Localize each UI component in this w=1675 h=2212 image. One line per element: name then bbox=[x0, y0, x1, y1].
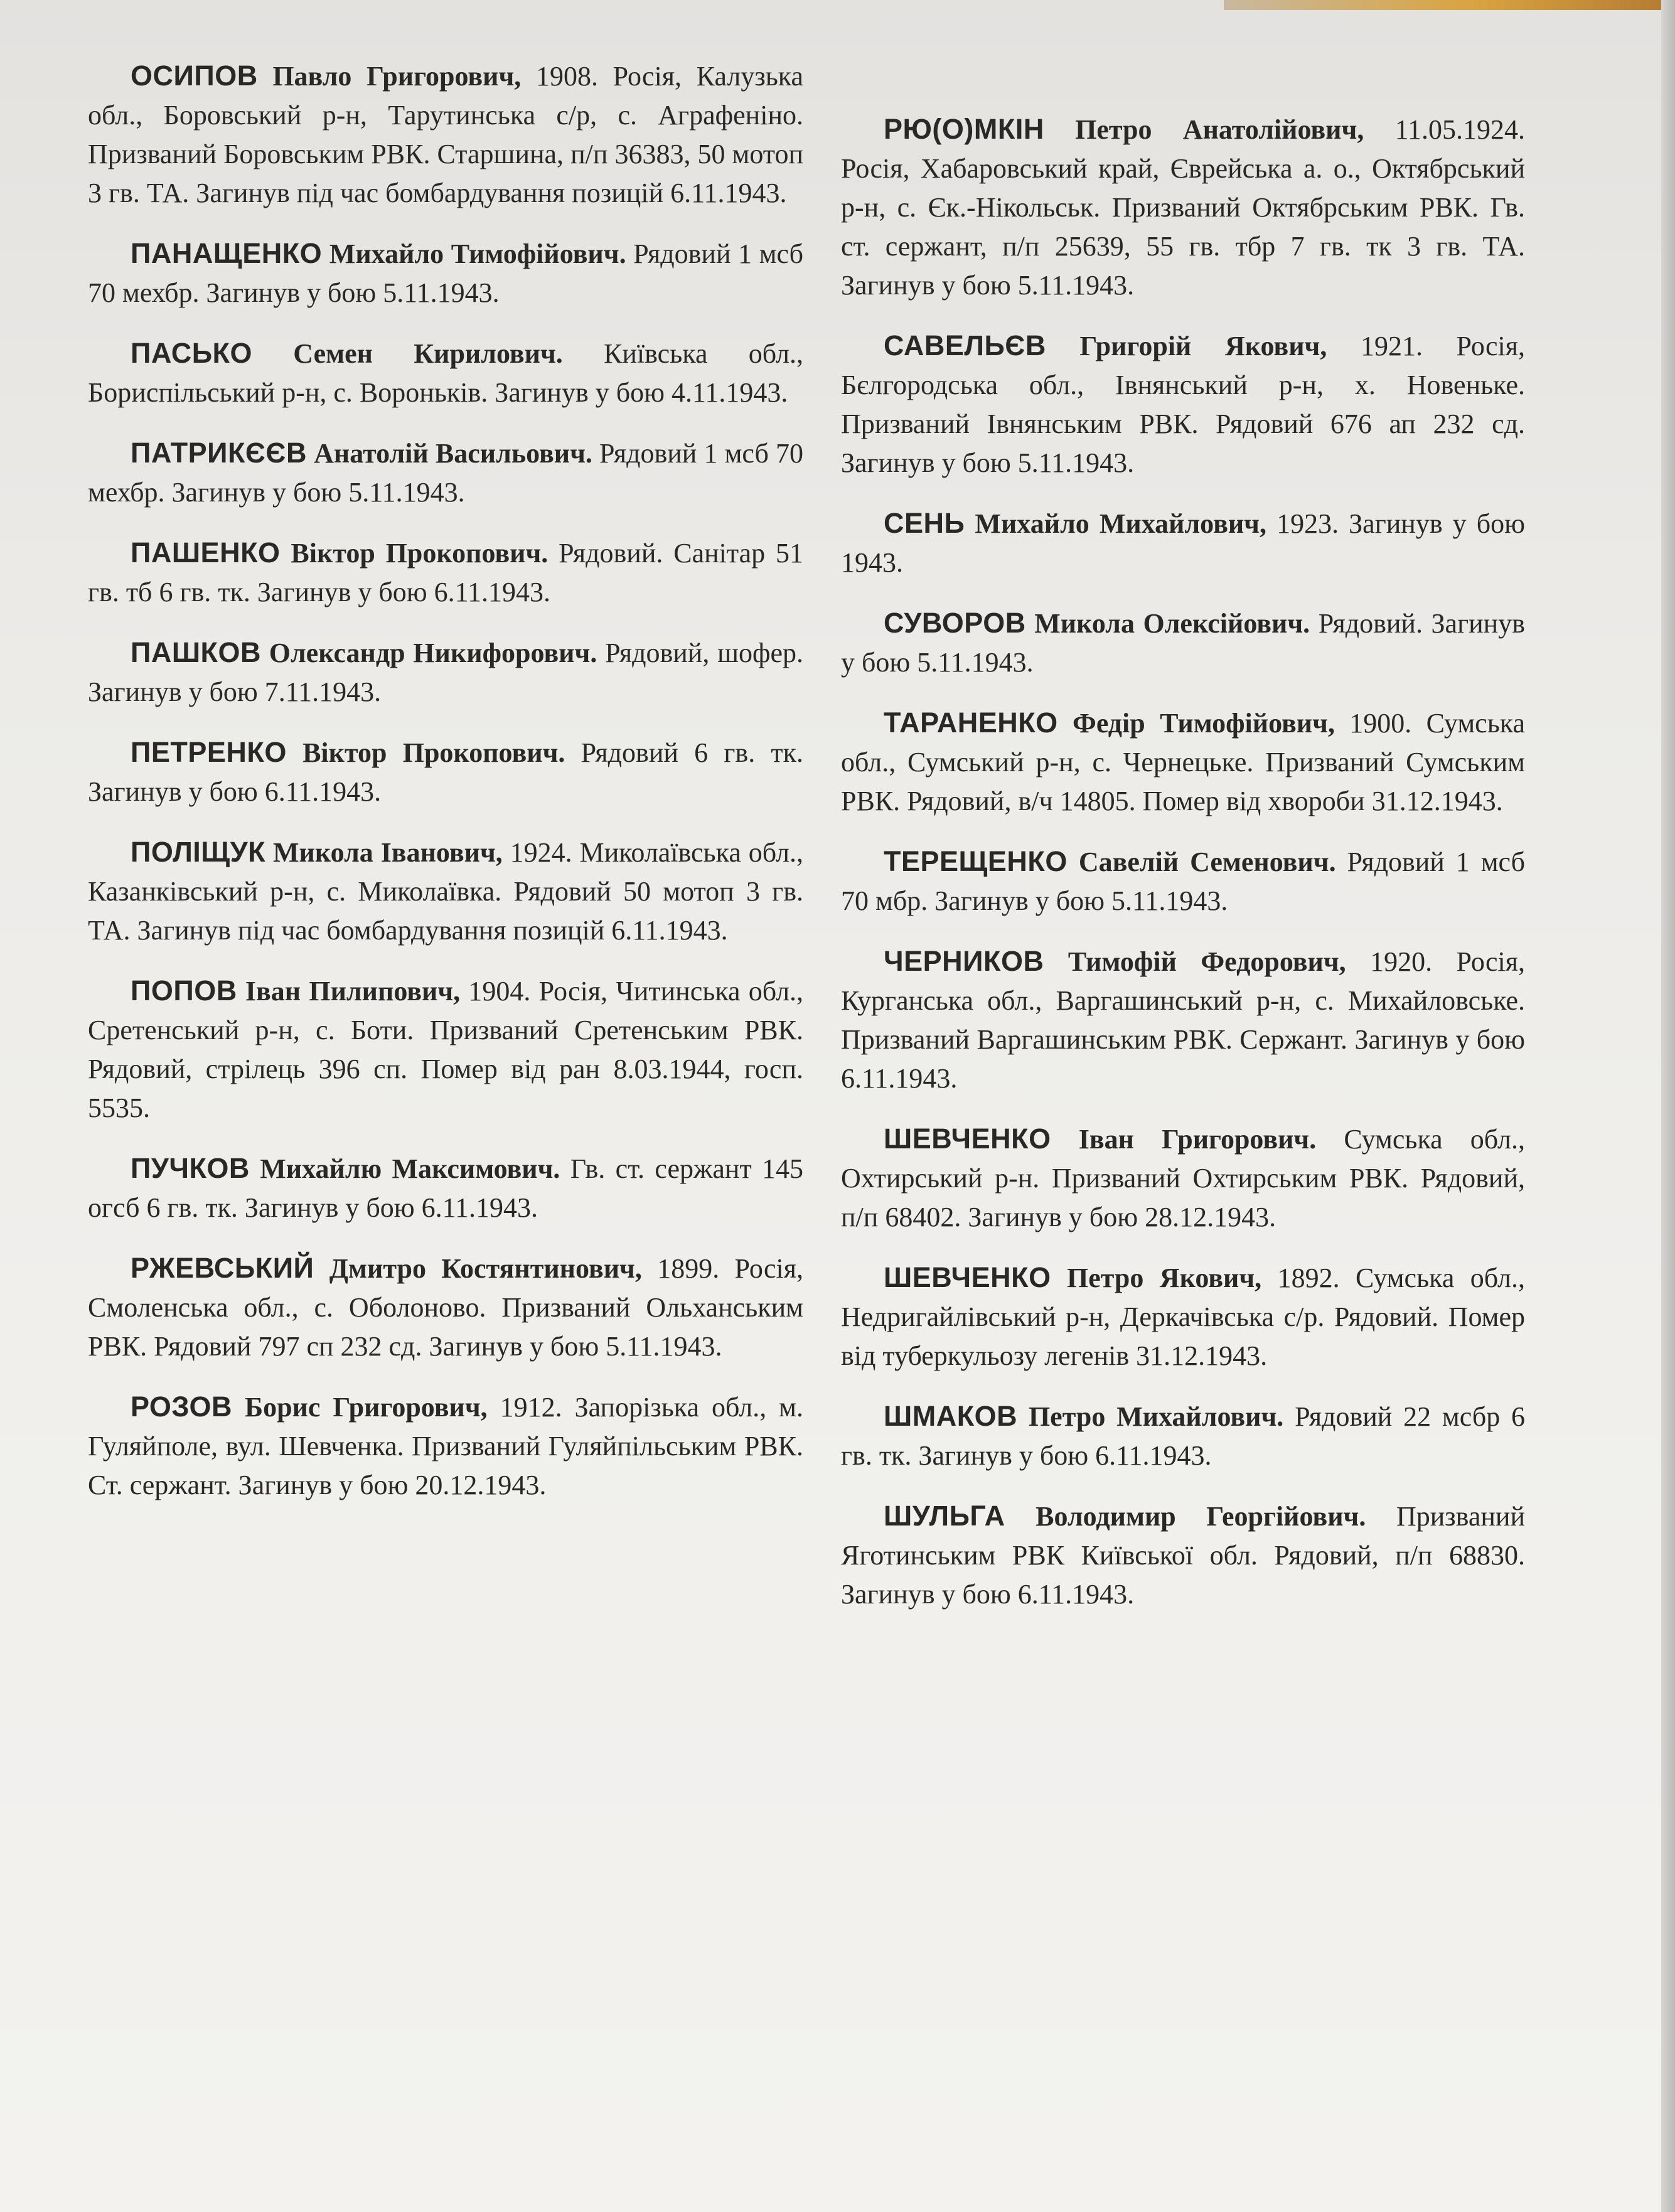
memorial-entry bbox=[88, 1249, 803, 1366]
memorial-entry bbox=[841, 604, 1525, 682]
entry-given-name: Петро Якович, bbox=[1067, 1263, 1262, 1293]
entry-details: Рядовий 1 мсб 70 мбр. Загинув у бою 5.11.1943. bbox=[841, 847, 1526, 916]
memorial-entry bbox=[841, 326, 1525, 483]
entry-details: 1892. Сумська обл., Недригайлівський р-н, Деркачівська с/р. Рядовий. Помер від туберкульозу легенів 31.12.1943. bbox=[841, 1263, 1525, 1371]
memorial-entry bbox=[841, 1397, 1525, 1475]
entry-surname: ШМАКОВ bbox=[884, 1400, 1018, 1432]
entry-surname: ШУЛЬГА bbox=[884, 1500, 1005, 1532]
entry-details: 1920. Росія, Курганська обл., Варгашинський р-н, с. Михайловське. Призваний Варгашинським РВК. Сержант. Загинув у бою 6.11.1943. bbox=[841, 946, 1525, 1094]
memorial-entry bbox=[88, 833, 803, 950]
memorial-entry bbox=[88, 334, 803, 412]
entry-surname: ПОПОВ bbox=[131, 975, 237, 1007]
right-column bbox=[841, 110, 1525, 1635]
entry-surname: СУВОРОВ bbox=[884, 607, 1026, 639]
entry-details: 1923. Загинув у бою 1943. bbox=[841, 508, 1525, 578]
entry-surname: ПАСЬКО bbox=[131, 337, 253, 369]
entry-given-name: Михайло Тимофійович. bbox=[329, 238, 626, 269]
entry-surname: ПАШКОВ bbox=[131, 636, 262, 668]
entry-details: Сумська обл., Охтирський р-н. Призваний Охтирським РВК. Рядовий, п/п 68402. Загинув у бою 28.12.1943. bbox=[841, 1124, 1526, 1232]
entry-given-name: Володимир Георгійович. bbox=[1036, 1501, 1366, 1532]
entry-surname: РЮ(О)МКІН bbox=[884, 113, 1044, 145]
memorial-entry bbox=[841, 1119, 1525, 1237]
entry-surname: ПАШЕНКО bbox=[131, 537, 281, 569]
entry-surname: ШЕВЧЕНКО bbox=[884, 1261, 1051, 1293]
entry-surname: ПЕТРЕНКО bbox=[131, 736, 287, 768]
memorial-entry bbox=[88, 234, 803, 313]
entry-given-name: Олександр Никифорович. bbox=[269, 638, 597, 668]
entry-surname: РЖЕВСЬКИЙ bbox=[131, 1252, 314, 1284]
entry-details: Гв. ст. сержант 145 огсб 6 гв. тк. Загинув у бою 6.11.1943. bbox=[88, 1153, 803, 1223]
memorial-entry bbox=[841, 942, 1525, 1098]
memorial-entry bbox=[88, 1149, 803, 1227]
entry-given-name: Микола Олексійович. bbox=[1034, 608, 1310, 639]
entry-given-name: Михайло Михайлович, bbox=[975, 508, 1266, 539]
entry-details: Рядовий 6 гв. тк. Загинув у бою 6.11.1943. bbox=[88, 737, 804, 807]
entry-details: 1899. Росія, Смоленська обл., с. Оболоново. Призваний Ольханським РВК. Рядовий 797 сп 232 сд. Загинув у бою 5.11.1943. bbox=[88, 1253, 804, 1362]
memorial-entry bbox=[841, 1258, 1525, 1376]
entry-surname: ТАРАНЕНКО bbox=[884, 707, 1058, 739]
entry-details: 1924. Миколаївська обл., Казанківський р-н, с. Миколаївка. Рядовий 50 мотоп 3 гв. ТА. Загинув під час бомбардування позицій 6.11.1943. bbox=[88, 837, 804, 946]
page-edge-shadow bbox=[1661, 0, 1675, 2212]
entry-given-name: Віктор Прокопович. bbox=[291, 538, 549, 569]
entry-surname: ПАНАЩЕНКО bbox=[131, 237, 323, 269]
memorial-entry bbox=[841, 110, 1525, 305]
entry-given-name: Михайлю Максимович. bbox=[260, 1153, 560, 1184]
memorial-entry bbox=[88, 971, 803, 1128]
entry-given-name: Микола Іванович, bbox=[273, 837, 503, 868]
entry-details: Рядовий. Санітар 51 гв. тб 6 гв. тк. Загинув у бою 6.11.1943. bbox=[88, 538, 803, 607]
entry-surname: ПАТРИКЄЄВ bbox=[131, 437, 307, 469]
entry-details: 1908. Росія, Калузька обл., Боровський р-н, Тарутинська с/р, с. Аграфеніно. Призваний Боровським РВК. Старшина, п/п 36383, 50 мотоп 3 гв. ТА. Загинув під час бомбардування позицій 6.11.1943. bbox=[88, 61, 804, 208]
entry-surname: СЕНЬ bbox=[884, 507, 965, 539]
entry-surname: ШЕВЧЕНКО bbox=[884, 1123, 1051, 1155]
entry-surname: ПОЛІЩУК bbox=[131, 836, 266, 868]
entry-given-name: Іван Григорович. bbox=[1078, 1124, 1317, 1155]
entry-surname: ЧЕРНИКОВ bbox=[884, 945, 1044, 977]
entry-given-name: Тимофій Федорович, bbox=[1068, 946, 1346, 977]
entry-details: Рядовий 1 мсб 70 мехбр. Загинув у бою 5.11.1943. bbox=[88, 438, 803, 508]
memorial-entry bbox=[841, 842, 1525, 921]
memorial-entry bbox=[841, 1497, 1525, 1614]
entry-surname: ОСИПОВ bbox=[131, 60, 258, 92]
entry-given-name: Віктор Прокопович. bbox=[302, 737, 565, 768]
entry-given-name: Савелій Семенович. bbox=[1078, 847, 1336, 877]
entry-details: Рядовий, шофер. Загинув у бою 7.11.1943. bbox=[88, 638, 803, 707]
entry-surname: ТЕРЕЩЕНКО bbox=[884, 845, 1068, 877]
entry-surname: РОЗОВ bbox=[131, 1391, 233, 1423]
entry-details: Київська обл., Бориспільський р-н, с. Вороньків. Загинув у бою 4.11.1943. bbox=[88, 338, 803, 408]
entry-details: 1912. Запорізька обл., м. Гуляйполе, вул. Шевченка. Призваний Гуляйпільським РВК. Ст. сержант. Загинув у бою 20.12.1943. bbox=[88, 1392, 804, 1500]
memorial-entry bbox=[841, 703, 1525, 821]
memorial-entry bbox=[841, 504, 1525, 582]
entry-given-name: Павло Григорович, bbox=[272, 61, 522, 92]
entry-details: Рядовий. Загинув у бою 5.11.1943. bbox=[841, 608, 1525, 678]
entry-details: 11.05.1924. Росія, Хабаровський край, Єврейська а. о., Октябрський р-н, с. Єк.-Нікольськ. Призваний Октябрським РВК. Гв. ст. сержант, п/п 25639, 55 гв. тбр 7 гв. тк 3 гв. ТА. Загинув у бою 5.11.1943. bbox=[841, 114, 1525, 301]
entry-details: 1921. Росія, Бєлгородська обл., Івнянський р-н, х. Новеньке. Призваний Івнянським РВК. Рядовий 676 ап 232 сд. Загинув у бою 5.11.1943. bbox=[841, 331, 1526, 478]
entry-given-name: Борис Григорович, bbox=[245, 1392, 488, 1423]
book-cover-edge bbox=[1224, 0, 1675, 10]
entry-given-name: Семен Кирилович. bbox=[293, 338, 563, 369]
entry-given-name: Дмитро Костянтинович, bbox=[329, 1253, 642, 1284]
memorial-entry bbox=[88, 533, 803, 612]
entry-given-name: Іван Пилипович, bbox=[245, 976, 461, 1007]
entry-details: 1904. Росія, Читинська обл., Сретенський р-н, с. Боти. Призваний Сретенським РВК. Рядовий, стрілець 396 сп. Помер від ран 8.03.1944, госп. 5535. bbox=[88, 976, 804, 1123]
memorial-entry bbox=[88, 56, 803, 213]
entry-given-name: Анатолій Васильович. bbox=[314, 438, 592, 469]
entry-given-name: Петро Анатолійович, bbox=[1075, 114, 1364, 145]
entry-given-name: Петро Михайлович. bbox=[1028, 1401, 1284, 1432]
memorial-entry bbox=[88, 633, 803, 712]
entry-details: Рядовий 1 мсб 70 мехбр. Загинув у бою 5.11.1943. bbox=[88, 238, 804, 308]
memorial-entry bbox=[88, 434, 803, 512]
entry-details: 1900. Сумська обл., Сумський р-н, с. Чернецьке. Призваний Сумським РВК. Рядовий, в/ч 14805. Помер від хвороби 31.12.1943. bbox=[841, 708, 1525, 816]
entry-details: Рядовий 22 мсбр 6 гв. тк. Загинув у бою 6.11.1943. bbox=[841, 1401, 1525, 1471]
entry-given-name: Федір Тимофійович, bbox=[1073, 708, 1335, 739]
entry-details: Призваний Яготинським РВК Київської обл. Рядовий, п/п 68830. Загинув у бою 6.11.1943. bbox=[841, 1501, 1526, 1610]
memorial-entry bbox=[88, 733, 803, 811]
entry-given-name: Григорій Якович, bbox=[1079, 331, 1327, 361]
entry-surname: САВЕЛЬЄВ bbox=[884, 329, 1046, 361]
memorial-entry bbox=[88, 1387, 803, 1505]
entry-surname: ПУЧКОВ bbox=[131, 1152, 250, 1184]
left-column bbox=[88, 56, 803, 1526]
